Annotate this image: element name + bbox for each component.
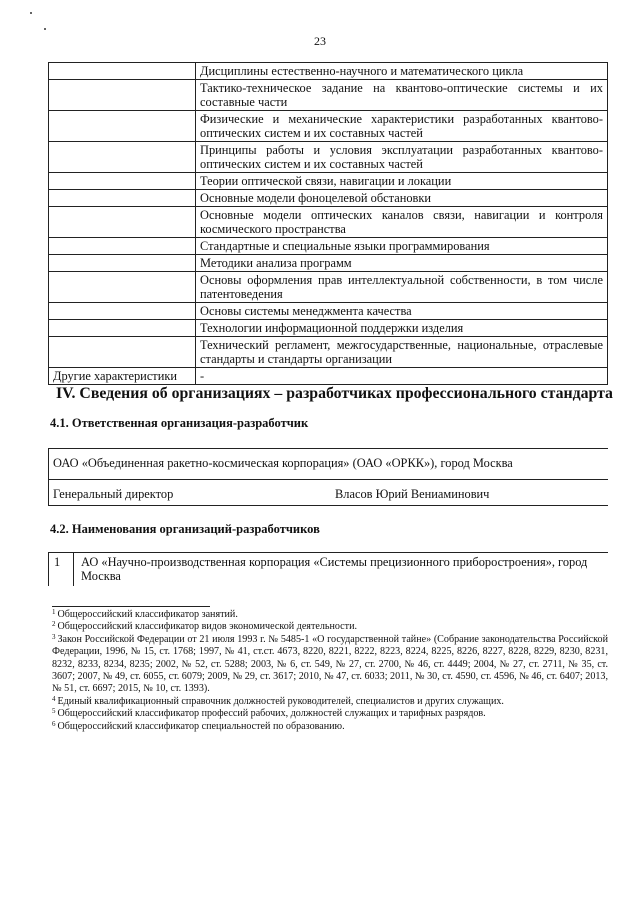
knowledge-item-cell: Основы оформления прав интеллектуальной собственности, в том числе патентоведения: [196, 272, 608, 303]
director-position: Генеральный директор: [53, 487, 174, 501]
footnote-text: Общероссийский классификатор специальностей по образованию.: [57, 720, 345, 732]
row-label-cell: [49, 320, 196, 337]
knowledge-item-cell: Тактико-техническое задание на квантово-оптические системы и их составные части: [196, 80, 608, 111]
row-label-cell: [49, 303, 196, 320]
knowledge-table-row: [49, 173, 608, 190]
footnote-number: 3: [52, 632, 56, 641]
knowledge-item-cell: Основные модели оптических каналов связи, навигации и контроля космического пространства: [196, 207, 608, 238]
knowledge-table-row: [49, 142, 608, 173]
footnote-text: Общероссийский классификатор занятий.: [57, 609, 238, 620]
knowledge-item-cell: Технический регламент, межгосударственные, национальные, отраслевые стандарты и стандарты организации: [196, 337, 608, 368]
row-label-cell: [49, 190, 196, 207]
footnote-text: Закон Российской Федерации от 21 июля 1993 г. № 5485-1 «О государственной тайне» (Собрание законодательства Российской Федерации, 1996, № 15, ст. 1768; 1997, № 41, ст.ст. 4673, 8220, 8221, 8222, 8223, 8224, 8225, 8226, 8227, 8228, 8229, 8230, 8231, 8232, 8233, 8234, 8235; 2002, № 52, ст. 5288; 2003, № 6, ст. 549, № 27, ст. 2700, № 46, ст. 4449; 2004, № 27, ст. 2711, № 35, ст. 3607; 2007, № 49, ст. 6055, ст. 6079; 2009, № 29, ст. 3617; 2010, № 47, ст. 6033; 2011, № 30, ст. 4590, ст. 4596, № 46, ст. 6407; 2013, № 51, ст. 6697; 2015, № 10, ст. 1393).: [52, 633, 608, 695]
knowledge-item-cell: Основные модели фоноцелевой обстановки: [196, 190, 608, 207]
footnote-number: 6: [52, 719, 56, 728]
footnote-number: 2: [52, 620, 56, 629]
footnote: [52, 634, 608, 696]
scan-speck: [30, 12, 32, 14]
org-box-divider: [49, 479, 608, 480]
developer-org-name: АО «Научно-производственная корпорация «Системы прецизионного приборостроения», город Москва: [81, 555, 588, 583]
knowledge-table-row: [49, 63, 608, 80]
row-label-cell: Другие характеристики: [49, 368, 196, 385]
footnote: [52, 721, 608, 733]
footnote-number: 5: [52, 707, 56, 716]
row-label-cell: [49, 142, 196, 173]
knowledge-table-row: [49, 255, 608, 272]
knowledge-table-row: [49, 111, 608, 142]
subsection-heading-4-1: 4.1. Ответственная организация-разработчик: [50, 416, 309, 430]
knowledge-table-row: [49, 207, 608, 238]
knowledge-item-cell: Стандартные и специальные языки программирования: [196, 238, 608, 255]
developer-org-number: 1: [54, 555, 61, 569]
footnote-text: Единый квалификационный справочник должностей руководителей, специалистов и других служащих.: [57, 695, 504, 707]
knowledge-item-cell: Физические и механические характеристики разработанных квантово-оптических систем и их составных частей: [196, 111, 608, 142]
row-label-cell: [49, 63, 196, 80]
knowledge-table-row: [49, 337, 608, 368]
knowledge-table-row: [49, 80, 608, 111]
knowledge-table-row: [49, 238, 608, 255]
knowledge-item-cell: Принципы работы и условия эксплуатации разработанных квантово-оптических систем и их составных частей: [196, 142, 608, 173]
knowledge-table: [48, 62, 608, 385]
row-label-cell: [49, 207, 196, 238]
row-label-cell: [49, 238, 196, 255]
page-number: 23: [314, 34, 326, 48]
knowledge-table-body: [49, 63, 608, 385]
footnote: [52, 621, 608, 633]
footnote-text: Общероссийский классификатор видов экономической деятельности.: [57, 621, 357, 633]
developer-org-row: [48, 552, 608, 586]
responsible-org-name: ОАО «Объединенная ракетно-космическая корпорация» (ОАО «ОРКК»), город Москва: [53, 456, 513, 470]
knowledge-item-cell: Методики анализа программ: [196, 255, 608, 272]
knowledge-item-cell: Технологии информационной поддержки изделия: [196, 320, 608, 337]
knowledge-table-row: [49, 320, 608, 337]
row-label-cell: [49, 80, 196, 111]
row-label-cell: [49, 255, 196, 272]
footnote-text: Общероссийский классификатор профессий рабочих, должностей служащих и тарифных разрядов.: [57, 708, 486, 720]
row-label-cell: [49, 272, 196, 303]
footnote-separator: [52, 606, 210, 607]
scan-speck: [44, 28, 46, 30]
row-label-cell: [49, 337, 196, 368]
knowledge-item-cell: Дисциплины естественно-научного и математического цикла: [196, 63, 608, 80]
knowledge-table-row: [49, 190, 608, 207]
subsection-heading-4-2: 4.2. Наименования организаций-разработчиков: [50, 522, 320, 536]
director-name: Власов Юрий Вениаминович: [335, 487, 490, 501]
knowledge-table-row: [49, 303, 608, 320]
row-label-cell: [49, 173, 196, 190]
footnote: [52, 708, 608, 720]
developer-column-divider: [73, 553, 74, 586]
knowledge-table-row: [49, 272, 608, 303]
row-label-cell: [49, 111, 196, 142]
knowledge-item-cell: Теории оптической связи, навигации и локации: [196, 173, 608, 190]
footnotes: [52, 609, 608, 733]
section-heading: IV. Сведения об организациях – разработчиках профессионального стандарта: [56, 385, 613, 402]
responsible-org-box: [48, 448, 608, 506]
knowledge-item-cell: Основы системы менеджмента качества: [196, 303, 608, 320]
footnote: [52, 609, 608, 621]
knowledge-item-cell: -: [196, 368, 608, 385]
knowledge-table-row: [49, 368, 608, 385]
footnote-number: 4: [52, 694, 56, 703]
footnote-number: 1: [52, 608, 56, 616]
footnote: [52, 696, 608, 708]
